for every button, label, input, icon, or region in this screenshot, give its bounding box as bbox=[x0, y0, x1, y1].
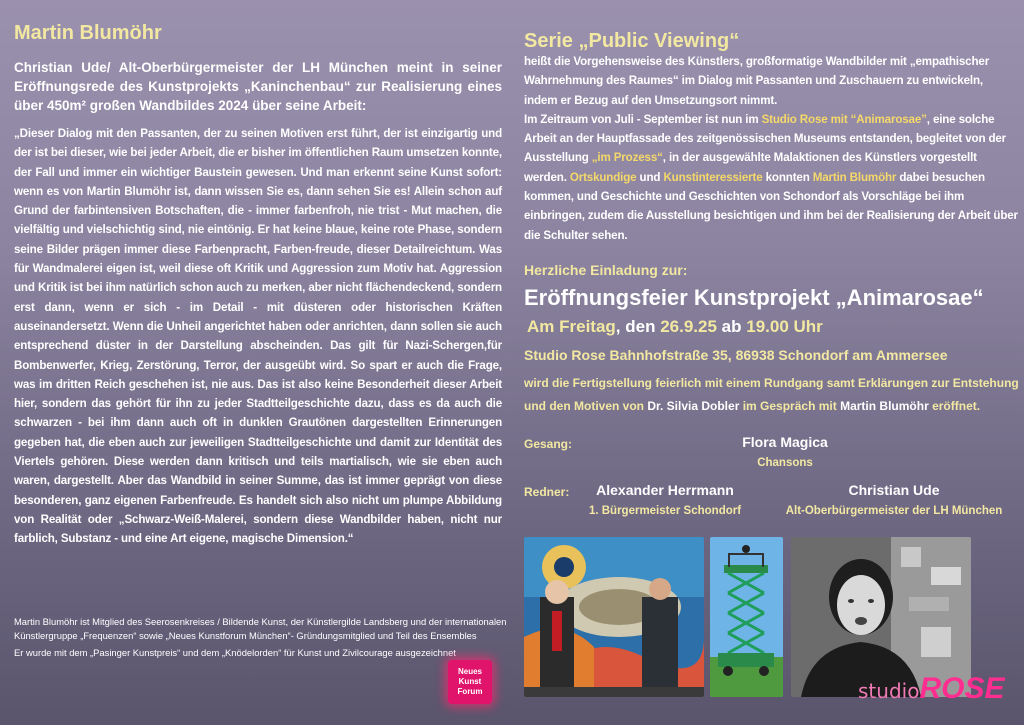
lift-photo bbox=[710, 537, 783, 697]
bio-section bbox=[14, 615, 514, 663]
mural-with-people-image bbox=[524, 537, 704, 697]
studio-logo-word: studio bbox=[858, 679, 920, 703]
event-address: Studio Rose Bahnhofstraße 35, 86938 Schondorf am Ammersee bbox=[524, 347, 948, 363]
logo-line-2: Kunst bbox=[458, 677, 482, 686]
series-title: Serie „Public Viewing“ bbox=[524, 30, 740, 52]
event-title: Eröffnungsfeier Kunstprojekt „Animarosae“ bbox=[524, 285, 984, 310]
logo-line-1: Neues bbox=[457, 667, 482, 676]
gesang-label: Gesang: bbox=[524, 437, 573, 451]
mural-photo bbox=[524, 537, 704, 697]
series-text bbox=[524, 52, 1018, 245]
speaker-2-title: Alt-Oberbürgermeister der LH München bbox=[785, 505, 1003, 517]
speaker-1-title: 1. Bürgermeister Schondorf bbox=[588, 505, 742, 517]
left-title: Martin Blumöhr bbox=[14, 22, 162, 44]
bio-awards: Er wurde mit dem „Pasinger Kunstpreis“ und dem „Knödelorden“ für Kunst und Zivilcourage ausgezeichnet bbox=[14, 647, 456, 658]
scissor-lift-image bbox=[710, 537, 783, 697]
studio-rose-logo bbox=[858, 672, 1004, 706]
speaker-1-name: Alexander Herrmann bbox=[596, 482, 734, 498]
logo-line-3: Forum bbox=[457, 687, 483, 696]
singer-name: Flora Magica bbox=[742, 434, 828, 450]
neues-kunstforum-logo bbox=[448, 660, 492, 704]
event-date: Am Freitag, den 26.9.25 ab 19.00 Uhr bbox=[527, 317, 823, 336]
event-description: wird die Fertigstellung feierlich mit einem Rundgang samt Erklärungen zur Entstehung und den Motiven von Dr. Silvia Dobler im Gespräch mit Martin Blumöhr eröffnet. bbox=[524, 376, 1019, 413]
rose-logo-word: ROSE bbox=[919, 672, 1005, 705]
speaker-2-name: Christian Ude bbox=[848, 482, 940, 498]
series-paragraph-2: Im Zeitraum von Juli - September ist nun im Studio Rose mit “Animarosae”, eine solche Arbeit an der Hauptfassade des zeitgenössischen Museums entstanden, begleitet von der Ausstellung „im Prozess“, in der ausgewählte Malaktionen des Künstlers vorgestellt werden. Ortskundige und Kunstinteressierte konnten Martin Blumöhr dabei besuchen kommen, und Geschichte und Geschichten von Schondorf als Vorschläge bei ihm einbringen, zudem die Ausstellung besichtigen und ihm bei der Realisierung der Arbeit über die Schulter sehen. bbox=[524, 112, 1018, 242]
redner-label: Redner: bbox=[524, 485, 570, 499]
invitation-heading: Herzliche Einladung zur: bbox=[524, 262, 688, 278]
bio-membership: Martin Blumöhr ist Mitglied des Seerosenkreises / Bildende Kunst, der Künstlergilde Landsberg und der internationalen Künstlergruppe „Frequenzen“ sowie „Neues Kunstforum München“- Gründungsmitglied und Teil des Ensembles bbox=[14, 616, 507, 641]
singer-subtitle: Chansons bbox=[757, 457, 813, 469]
intro-paragraph: Christian Ude/ Alt-Oberbürgermeister der LH München meint in seiner Eröffnungsrede des Kunstprojekts „Kaninchenbau“ zur Realisierung eines über 450m² großen Wandbildes 2024 über seine Arbeit: bbox=[14, 60, 502, 113]
quote-paragraph: „Dieser Dialog mit den Passanten, der zu seinen Motiven erst führt, der ist einzigartig und der ist bei dieser, wie bei jeder Arbeit, die er bisher im öffentlichen Raum umsetzen konnte, der Fall und immer ein wichtiger Baustein gewesen. Und man erkennt seine Kunst sofort: wenn es von Martin Blumöhr ist, dann wissen Sie es, dann sehen Sie es! Allein schon auf Grund der farbintensiven Botschaften, die - immer farbenfroh, nie trist - Mut machen, die vielfältig und vielschichtig sind, nie eintönig. Er hat keine blaue, keine rote Phase, sondern seine Bilder prägen immer diese Farbenpracht, Farben-freude, dieser Detailreichtum. Was für Wandmalerei eigen ist, weil diese oft Kritik und Aggression zum Motiv hat. Aggression und Kritik ist bei ihm natürlich schon auch zu merken, aber nicht flächendeckend, sondern erst dann, wenn er sich - im Detail - mit düsteren oder historischen Kräften auseinandersetzt. Wenn die Unheil angerichtet haben oder anrichten, dann sollen sie auch entsprechend düster in der Darstellung abscheinden. Das gilt für Nazi-Schergen,für Bombenwerfer, Krieg, Zerstörung, Terror, der ausgeübt wird. So spart er auch die Frage, was im dritten Reich geschehen ist, nie aus. Das ist also keine Besonderheit dieser Arbeit hier, sondern das gehört für ihn zu jeder Stadtteilgeschichte dazu, dass es da auch die schwarzen - bei ihm dann auch oft in dunklen Grautönen dargestellten Erinnerungen gegeben hat, die eben auch zur jeweiligen Stadtteilgeschichte und damit zur Identität des Viertels gehören. Diese werden dann kritisch und teils martialisch, wie sie eben auch waren, dargestellt. Aber das Wandbild in seiner Summe, das ist immer geprägt von diese besonderen, ganz eigenen Farbenfreude. Es handelt sich also nicht um plumpe Abbildung von Realität oder „Schwarz-Weiß-Malerei, sondern diese Wandbilder haben, nicht nur farblich, Substanz - und eine Art eigene, magische Dimension.“ bbox=[14, 127, 502, 546]
series-paragraph-1: heißt die Vorgehensweise des Künstlers, großformatige Wandbilder mit „empathischer Wahrnehmung des Raumes“ im Dialog mit Passanten und Zuschauern zu entwickeln, indem er Bezug auf den Umsetzungsort nimmt. bbox=[524, 55, 990, 107]
